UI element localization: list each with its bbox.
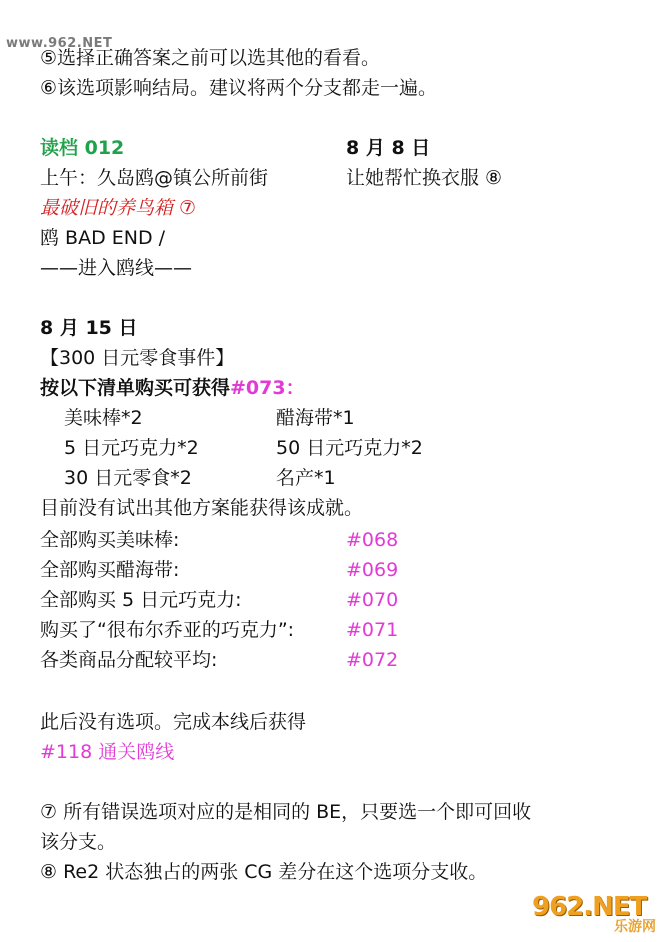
aug15-date: 8 月 15 日 bbox=[40, 317, 138, 339]
result-code: #069 bbox=[346, 559, 399, 581]
buy-prefix: 按以下清单购买可获得 bbox=[40, 377, 231, 399]
list-item: 名产*1 bbox=[276, 467, 336, 489]
result-label: 各类商品分配较平均: bbox=[40, 649, 218, 671]
save-date: 8 月 8 日 bbox=[346, 137, 431, 159]
list-item: 美味棒*2 bbox=[64, 407, 143, 429]
list-item: 醋海带*1 bbox=[276, 407, 355, 429]
result-label: 全部购买美味棒: bbox=[40, 529, 180, 551]
achievement-073: #073： bbox=[230, 377, 305, 399]
no-other-method-note: 目前没有试出其他方案能获得该成就。 bbox=[40, 497, 364, 519]
watermark-logo bbox=[532, 892, 660, 936]
footnote-7-cont: 该分支。 bbox=[40, 831, 117, 853]
tip-line-6: ⑥该选项影响结局。建议将两个分支都走一遍。 bbox=[40, 77, 438, 99]
morning-location: 上午：久岛鸥@镇公所前街 bbox=[40, 167, 269, 189]
result-code: #071 bbox=[346, 619, 399, 641]
result-label: 全部购买 5 日元巧克力: bbox=[40, 589, 242, 611]
save-title: 读档 012 bbox=[40, 137, 125, 159]
bad-end-line: 鸥 BAD END / bbox=[40, 227, 166, 249]
result-code: #068 bbox=[346, 529, 399, 551]
watermark-top: www.962.NET bbox=[6, 36, 113, 51]
footnote-8: ⑧ Re2 状态独占的两张 CG 差分在这个选项分支收。 bbox=[40, 861, 488, 883]
list-item: 5 日元巧克力*2 bbox=[64, 437, 199, 459]
enter-route-line: ——进入鸥线—— bbox=[40, 257, 193, 279]
list-item: 30 日元零食*2 bbox=[64, 467, 192, 489]
snack-event-title: 【300 日元零食事件】 bbox=[40, 347, 235, 369]
result-code: #070 bbox=[346, 589, 399, 611]
bird-box-item: 最破旧的养鸟箱 ⑦ bbox=[40, 197, 197, 219]
result-label: 购买了“很布尔乔亚的巧克力”: bbox=[40, 619, 295, 641]
result-code: #072 bbox=[346, 649, 399, 671]
ending-achievement: #118 通关鸥线 bbox=[40, 741, 175, 763]
footnote-7: ⑦ 所有错误选项对应的是相同的 BE，只要选一个即可回收 bbox=[40, 801, 532, 823]
tip-line-5: ⑤选择正确答案之前可以选其他的看看。 bbox=[40, 47, 381, 69]
buy-instruction bbox=[40, 374, 305, 402]
watermark-logo-subtext: 乐游网 bbox=[614, 919, 656, 935]
ending-text: 此后没有选项。完成本线后获得 bbox=[40, 711, 307, 733]
list-item: 50 日元巧克力*2 bbox=[276, 437, 423, 459]
choice-text: 让她帮忙换衣服 ⑧ bbox=[346, 167, 503, 189]
result-label: 全部购买醋海带: bbox=[40, 559, 180, 581]
watermark-logo-text: 962.NET bbox=[532, 892, 647, 922]
